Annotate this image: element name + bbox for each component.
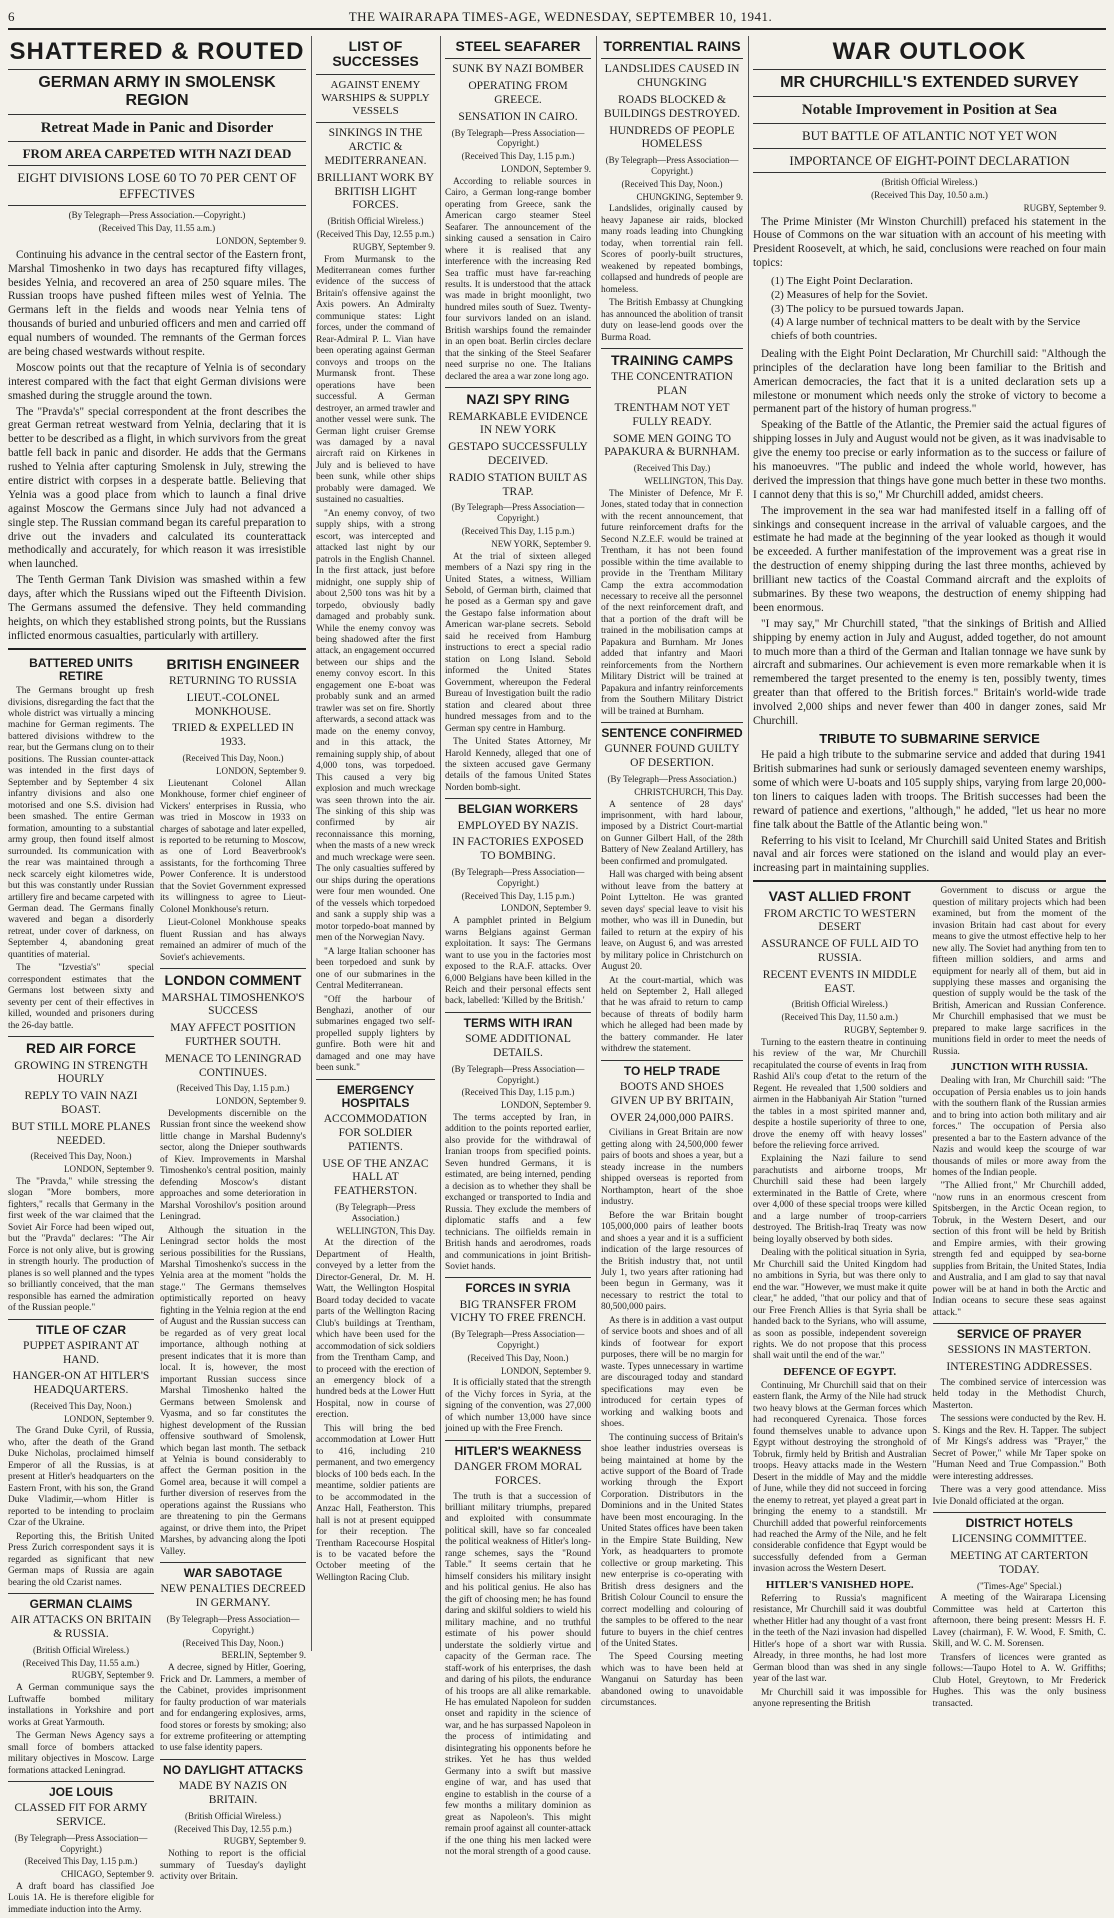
topic-list (771, 275, 1106, 344)
column-5 (753, 36, 1106, 1710)
dateline: LONDON, September 9. (501, 1365, 591, 1376)
paragraph: A draft board has classified Joe Louis 1A. He is therefore eligible for immediate induction into the Army. (8, 1881, 154, 1915)
headline: TO HELP TRADE (623, 1063, 721, 1078)
subhead: SOME MEN GOING TO PAPAKURA & BURNHAM. (604, 432, 740, 459)
subhead: BIG TRANSFER FROM VICHY TO FREE FRENCH. (450, 1298, 586, 1325)
subhead: AGAINST ENEMY WARSHIPS & SUPPLY VESSELS (321, 78, 430, 118)
dateline: LONDON, September 9. (216, 235, 306, 246)
headline: GERMAN CLAIMS (29, 1597, 133, 1612)
received-line: (Received This Day, 11.50 a.m.) (781, 1012, 898, 1023)
subhead: BUT STILL MORE PLANES NEEDED. (11, 1120, 151, 1147)
headline: VAST ALLIED FRONT (768, 888, 911, 905)
subhead: JUNCTION WITH RUSSIA. (950, 1061, 1088, 1074)
column-5-lower (753, 886, 1106, 1712)
column-4 (601, 36, 743, 1709)
paragraph: The Grand Duke Cyril, of Russia, who, after the death of the Grand Duke Nicholas, proclaimed himself Emperor of all the Russias, is at present at Hitler's headquarters on the Eastern Front, with his son, the Grand Duke Vladimir,—whom Hitler is reported to be intending to proclaim Czar of the Ukraine. (8, 1426, 154, 1529)
wire-line: (British Official Wireless.) (881, 177, 978, 188)
credit-line: (By Telegraph—Press Association—Copyright.) (451, 1063, 585, 1085)
column-rule (596, 36, 597, 1651)
headline: SHATTERED & ROUTED (9, 38, 305, 65)
subhead: MARSHAL TIMOSHENKO'S SUCCESS (161, 991, 305, 1018)
headline: TERMS WITH IRAN (463, 1015, 573, 1030)
column-5b (933, 886, 1107, 1712)
received-line: (Received This Day, 1.15 p.m.) (461, 1087, 575, 1098)
headline: BELGIAN WORKERS (458, 802, 578, 817)
received-line: (Received This Day, 1.15 p.m.) (176, 1083, 290, 1094)
headline: TORRENTIAL RAINS (603, 38, 741, 54)
subhead: HITLER'S VANISHED HOPE. (765, 1578, 914, 1591)
subhead: MENACE TO LENINGRAD CONTINUES. (164, 1052, 302, 1079)
list-item: (2) Measures of help for the Soviet. (771, 288, 928, 301)
subhead: THE CONCENTRATION PLAN (611, 371, 733, 398)
received-line: (Received This Day, 1.15 p.m.) (461, 525, 575, 536)
list-item: (4) A large number of technical matters to be dealt with by the Service chiefs of both countries. (771, 316, 1081, 343)
received-line: (Received This Day.) (633, 463, 711, 474)
paragraph: Speaking of the Battle of the Atlantic, the Premier said the actual figures of shipping losses in July and August would not be given, as it was inadvisable to give the enemy too precise or early information as to the success or failure of his manoeuvres. "The public and indeed the whole world, however, has derived the impression that things have gone much better in these two months. I cannot deny that this is so," Mr Churchill added, amidst cheers. (753, 419, 1106, 501)
headline: SERVICE OF PRAYER (956, 1327, 1082, 1342)
deck: FROM AREA CARPETED WITH NAZI DEAD (22, 145, 292, 161)
paragraph: Lieut-Colonel Monkhouse speaks fluent Russian and has always remained an admirer of much of the Soviet's achievements. (160, 918, 306, 963)
subhead: SUNK BY NAZI BOMBER (452, 63, 584, 76)
received-line: (Received This Day, 10.50 a.m.) (871, 189, 988, 200)
deck: GERMAN ARMY IN SMOLENSK REGION (38, 74, 276, 109)
paragraph: According to reliable sources in Cairo, a German long-range bomber operating from Greece, sank the American cargo steamer Steel Seafarer. The announcement of the sinking caused a sensation in Cairo where it is realised that any interference with the increasing Red Sea traffic must have far-reaching results. It is understood that the attack was made in bright moonlight, two hundred miles south of Suez. Twenty-four survivors landed on an island. British warships found the remainder in an open boat. Berlin circles declare that the sinking of the Steel Seafarer need surprise no one. The Italians declared the area a war zone long ago. (445, 176, 591, 382)
credit-line: (By Telegraph—Press Association—Copyright.) (14, 1832, 148, 1854)
subhead: PUPPET ASPIRANT AT HAND. (23, 1339, 139, 1366)
paragraph: The "Pravda's" special correspondent at the front describes the great German retreat westward from Yelnia, declaring that it is better to be described as a flight, in which survivors from the great battle fell back in panic and disorder. He adds that the Germans rushed to Yelnia after capturing Smolensk in July, strewing the entire district with corpses in a desperate battle. Believing that Yelnia was a good place from which to launch a final drive against Moscow the Germans since July had not advanced a single step. The Russian command began its careful preparation to drive out the invaders and calculated its counterattack methodically and accurately, for which reason it was irresistible when launched. (8, 405, 306, 571)
dateline: CHUNGKING, September 9. (636, 191, 743, 202)
paragraph: Explaining the Nazi failure to send parachutists and airborne troops, Mr Churchill said these had been largely exterminated in the Battle of Crete, where over 4,000 of these special troops were killed and a large number of troop-carriers destroyed. The British-Iraq Treaty was now being loyally observed by both sides. (753, 1154, 927, 1245)
subhead: BOOTS AND SHOES GIVEN UP BY BRITAIN, (610, 1081, 734, 1107)
deck: IMPORTANCE OF EIGHT-POINT DECLARATION (789, 152, 1070, 168)
paragraph: A German communique says the Luftwaffe bombed military installations in Yorkshire and port works at Great Yarmouth. (8, 1683, 154, 1728)
headline: WAR SABOTAGE (183, 1566, 283, 1581)
paragraph: Lieutenant Colonel Allan Monkhouse, former chief engineer of Vickers' enterprises in Russia, who was tried in Moscow in 1933 on charges of sabotage and later expelled, is reported to be returning to Moscow, as one of Lord Beaverbrook's assistants, for the forthcoming Three Power Conference. It is understood that the Soviet Government expressed its willingness to agree to Lieut-Colonel Monkhouse's return. (160, 778, 306, 915)
paragraph: Although the situation in the Leningrad sector holds the most serious possibilities for the Russians, Marshal Timoshenko's success in the Yelnia area at the moment "holds the stage." The Germans themselves optimistically reported on heavy fighting in the Yelnia region at the end of August and the Russian success can be regarded as of very great local importance, although nothing at present indicates that it is more than local. It is, however, the most important Russian success since Marshal Timoshenko halted the Germans between Smolensk and Vyasma, and so far constitutes the highest development of the Russian offensive southward of Smolensk, which began last month. The setback at Yelnia is bound considerably to affect the German position in the Gomel area, because it will compel a further diversion of reserves from the operations against the Russians who are threatening to pin the Germans against, or drive them into, the Pripet Marshes, by advancing along the Ipoti Valley. (160, 1225, 306, 1557)
paragraph: Moscow points out that the recapture of Yelnia is of secondary interest compared with the fact that eight German divisions were smashed during the struggle around the town. (8, 361, 306, 402)
credit-line: ("Times-Age" Special.) (976, 1580, 1062, 1591)
paragraph: The Germans brought up fresh divisions, disregarding the fact that the whole district was virtually a mincing machine for German regiments. The battered divisions withdrew to the rear, but the Germans clung on to their positions. The Russian counter-attack was intended in the first days of September and by September 4 six infantry divisions and also one motorised and one S.S. division had been smashed. The entire German formation, amounting to a substantial army group, then found itself almost surrounded. Its communication with the rear was maintained through a neck scarcely eight kilometres wide, but this was constantly under Russian artillery fire and became carpeted with German dead. The Germans finally wavered and began a disorderly retreat, under cover of darkness, on September 4, abandoning great quantities of material. (8, 686, 154, 960)
subhead: GROWING IN STRENGTH HOURLY (14, 1059, 148, 1086)
subhead: USE OF THE ANZAC HALL AT FEATHERSTON. (322, 1157, 429, 1198)
column-5a (753, 886, 927, 1712)
column-3 (445, 36, 591, 1858)
subhead: IN FACTORIES EXPOSED TO BOMBING. (452, 836, 584, 863)
wire-line: (British Official Wireless.) (791, 999, 888, 1010)
headline: NO DAYLIGHT ATTACKS (163, 1762, 303, 1777)
paragraph: The Tenth German Tank Division was smashed within a few days, after which the Russians wiped out the Fifteenth Division. The Germans assumed the defensive. They held commanding heights, on which they established strong points, but the Russians inflicted enormous casualties, particularly with artillery. (8, 574, 306, 642)
credit-line: (By Telegraph—Press Association.—Copyright.) (68, 210, 246, 221)
dateline: CHRISTCHURCH, This Day. (634, 786, 743, 797)
dateline: WELLINGTON, This Day. (644, 475, 743, 486)
subhead: GESTAPO SUCCESSFULLY DECEIVED. (448, 441, 588, 467)
paragraph: The improvement in the sea war had manifested itself in a falling off of sinkings and consequent increase in the arrival of valuable cargoes, and the estimate he had made at the beginning of the year looked as though it would be exceeded. A further manifestation of the improvement was a great rise in the destruction of enemy shipping during the last three months, achieved by brilliant new tactics of the Coastal Command aircraft and the exploits of submarines. By these two weapons, the destruction of enemy shipping had been enormous. (753, 504, 1106, 614)
column-2 (316, 36, 435, 1651)
paragraph: At the court-martial, which was held on September 2, Hall alleged that he was afraid to return to camp because of threats of bodily harm which he alleged had been made by the battery commander. He later withdrew the statement. (601, 975, 743, 1055)
subhead: REMARKABLE EVIDENCE IN NEW YORK (448, 410, 588, 437)
paragraph: "Off the harbour of Benghazi, another of our submarines engaged two self-propelled supply lighters by gunfire. Both were hit and damaged and one may have been sunk." (316, 994, 435, 1074)
received-line: (Received This Day, Noon.) (182, 1637, 284, 1648)
paragraph: The Prime Minister (Mr Winston Churchill) prefaced his statement in the House of Commons on the war situation with an account of his meeting with President Roosevelt, at which, he said, conclusions were reached on four main topics: (753, 215, 1106, 270)
headline: BRITISH ENGINEER (166, 655, 300, 672)
subhead: ACCOMMODATION FOR SOLDIER PATIENTS. (323, 1113, 428, 1153)
subhead: RADIO STATION BUILT AS TRAP. (448, 471, 588, 498)
article-shattered-routed (8, 39, 306, 644)
dateline: LONDON, September 9. (216, 1096, 306, 1107)
received-line: (Received This Day, Noon.) (30, 1400, 132, 1411)
column-1 (8, 36, 306, 1915)
subhead: EMPLOYED BY NAZIS. (457, 819, 579, 832)
subhead: TRENTHAM NOT YET FULLY READY. (614, 401, 730, 428)
received-line: (Received This Day, Noon.) (467, 1352, 569, 1363)
paragraph: At the trial of sixteen alleged members of a Nazi spy ring in the United States, a witness, William Sebold, of German birth, claimed that he posed as a German spy and gave the Gestapo false information about American war-plane secrets. Sebold said he received from Hamburg instructions to erect a special radio station on Long Island. Sebold informed the United States Government, whereupon the Federal Bureau of Investigation built the radio station and cleared about three hundred messages from and to the German spy centre in Hamburg. (445, 551, 591, 734)
paragraph: This will bring the bed accommodation at Lower Hutt to 416, including 210 permanent, and two emergency blocks of 100 beds each. In the meantime, soldier patients are to be accommodated in the Anzac Hall, Featherston. This hall is not at present equipped for their reception. The Trentham Racecourse Hospital is to be vacated before the October meeting of the Wellington Racing Club. (316, 1423, 435, 1583)
paragraph: "I may say," Mr Churchill stated, "that the sinkings of British and Allied shipping by enemy action in July and August, added together, do not amount to much more than a third of the German and Italian tonnage we have sunk by aircraft and submarines. Our achievement is even more remarkable when it is remembered the target presented to the enemy is ten, possibly twenty, times greater than that offered to the British forces." Britain's world-wide trade involved 2,000 ships and never fewer than 400 in danger zones, said Mr Churchill. (753, 617, 1106, 728)
subhead: DEFENCE OF EGYPT. (783, 1365, 897, 1378)
subhead: ROADS BLOCKED & BUILDINGS DESTROYED. (603, 93, 741, 120)
dateline: BERLIN, September 9. (221, 1650, 306, 1661)
paragraph: The continuing success of Britain's shoe leather industries overseas is being maintained at home by the active support of the Board of Trade working through the Export Corporation. Distributors in the Dominions and in the United States have been most encouraging. In the United States offices have been taken in the Empire State Building, New York, as headquarters to promote collective or group marketing. This new enterprise is co-operating with British dress designers and the British Colour Council to ensure the correct modelling and colouring of the samples to be offered to the near future to buyers in the chief centres of the United States. (601, 1432, 743, 1650)
credit-line: (By Telegraph—Press Association—Copyright.) (451, 1329, 585, 1351)
paragraph: The terms accepted by Iran, in addition to the points reported earlier, also provide for the withdrawal of Iranian troops from specified points. Seven hundred Germans, it is estimated, are being interned, pending a decision as to whether they shall be exchanged or transported to India and Russia. They exclude the members of diplomatic staffs and a few technicians. The oilfields remain in British hands and aerodromes, roads and communications in joint British-Soviet hands. (445, 1112, 591, 1272)
paragraph: Nothing to report is the official summary of Tuesday's daylight activity over Britain. (160, 1849, 306, 1883)
credit-line: (By Telegraph—Press Association.) (335, 1201, 416, 1223)
paragraph: A sentence of 28 days' imprisonment, with hard labour, imposed by a District Court-martial on Gunner Gilbert Hall, of the 28th Battery of New Zealand Artillery, has been confirmed and promulgated. (601, 799, 743, 867)
headline: RED AIR FORCE (26, 1040, 136, 1057)
received-line: (Received This Day, Noon.) (30, 1151, 132, 1162)
paragraph: Continuing, Mr Churchill said that on their eastern flank, the Army of the Nile had struck two heavy blows at the German forces which had reconquered Cyrenaica. Those forces found themselves unable to advance upon Egypt without destroying the stronghold of Tobruk, firmly held by British and Australian troops. Heavy attacks made in the Western Desert in the middle of May and the middle of June, while they did not succeed in forcing the enemy to retreat, yet played a great part in bringing the enemy to a standstill. Mr Churchill added that powerful reinforcements had reached the Army of the Nile, and he felt considerable confidence that Egypt would be successfully defended from a German invasion across the Western Desert. (753, 1380, 927, 1575)
received-line: (Received This Day, 1.15 p.m.) (461, 890, 575, 901)
subhead: FROM ARCTIC TO WESTERN DESERT (763, 907, 916, 934)
headline: NAZI SPY RING (466, 391, 570, 408)
deck: Notable Improvement in Position at Sea (801, 101, 1058, 118)
subhead: LIEUT.-COLONEL MONKHOUSE. (186, 691, 280, 718)
wire-line: (British Official Wireless.) (184, 1810, 282, 1821)
paragraph: The "Izvestia's" special correspondent estimates that the Germans lost between sixty and seventy per cent of their effectives in killed, wounded and prisoners during the 26-day battle. (8, 963, 154, 1031)
paragraph: Landslides, originally caused by heavy Japanese air raids, blocked many roads leading into Chungking today, when torrential rain fell. Scores of poorly-built structures, weakened by repeated bombings, collapsed and hundreds of people are homeless. (601, 204, 743, 295)
article-war-outlook (753, 39, 1106, 876)
paragraph: "The Allied front," Mr Churchill added, "now runs in an enormous crescent from Spitsbergen, in the Arctic Ocean region, to Tobruk, in the Western Desert, and our section of this front will be held by British and Empire armies, with their growing strength fed and equipped by sea-borne supplies from Britain, the United States, India and Australia, and I am glad to say that naval power will be at hand in both the Arctic and Indian oceans to secure these seas against attack." (932, 1181, 1106, 1318)
received-line: (Received This Day, Noon.) (182, 753, 284, 764)
dateline: NEW YORK, September 9. (491, 538, 591, 549)
page-number: 6 (8, 9, 15, 24)
dateline: RUGBY, September 9. (71, 1670, 154, 1681)
deck: EIGHT DIVISIONS LOSE 60 TO 70 PER CENT OF EFFECTIVES (17, 170, 297, 201)
subhead: MEETING AT CARTERTON TODAY. (950, 1550, 1089, 1576)
subhead: CLASSED FIT FOR ARMY SERVICE. (14, 1802, 148, 1828)
credit-line: (By Telegraph—Press Association—Copyright.) (166, 1613, 300, 1635)
headline: TRIBUTE TO SUBMARINE SERVICE (819, 730, 1040, 746)
paragraph: "An enemy convoy, of two supply ships, with a strong escort, was intercepted and attacked last night by our patrols in the English Channel. In the first attack, just before midnight, one supply ship of about 2,500 tons was hit by a torpedo, obviously badly damaged and probably sunk. While the enemy convoy was being shadowed after the first attack, an engagement occurred between our ships and the enemy convoy escort. In this engagement one E-boat was probably sunk and an armed trawler was set on fire. Shortly afterwards, a second attack was made on the enemy convoy, and in this attack, the remaining supply ship, of about 4,000 tons, was torpedoed. This caused a very big explosion and much wreckage was seen thrown into the air. The sinking of this ship was confirmed by air reconnaissance this morning, when the masts of a new wreck and much wreckage were seen. The only casualties suffered by our ships during the operations were four men wounded. One of the vessels which torpedoed and sank a supply ship was a motor torpedo-boat manned by men of the Norwegian Navy. (316, 508, 435, 944)
subhead: RETURNING TO RUSSIA (168, 675, 297, 688)
dateline: WELLINGTON, This Day. (336, 1225, 435, 1236)
column-rule (440, 36, 441, 1651)
subhead: AIR ATTACKS ON BRITAIN & RUSSIA. (10, 1614, 152, 1641)
dateline: RUGBY, September 9. (352, 241, 435, 252)
deck: BUT BATTLE OF ATLANTIC NOT YET WON (802, 127, 1057, 143)
column-1a (8, 654, 154, 1918)
paragraph: The truth is that a succession of brilliant military triumphs, prepared and exploited with consummate political skill, have so far concealed the political weakness of Hitler's long-range schemes, says the "Round Table." It seems certain that he himself considers his military insight and his political genius. He also has the gift of choosing men; he has found daring and skilful soldiers to wield his military machine, and no truthful estimate of his power should understate the soldierly virtue and capacity of the German race. The staff-work of his enterprises, the dash and daring of his pilots, the endurance of his troops are all alike remarkable. He has emulated Napoleon for sudden onset and rapidity in the science of war, and he has surpassed Napoleon in the process of intimidating and disintegrating his opponents before he strikes. Yet he has thus welded Germany into a swift but massive engine of war, and has used that engine to establish in the course of a few months a military dominion as great as Napoleon's. This might remain proof against all counter-attack if the one thing his men lacked were not the moral strength of a good cause. (445, 1491, 591, 1858)
paragraph: The United States Attorney, Mr Harold Kennedy, alleged that one of the sixteen accused gave Germany details of the famous United States Norden bomb-sight. (445, 737, 591, 793)
paragraph: The Speed Coursing meeting which was to have been held at Wanganui on Saturday has been abandoned owing to unavoidable circumstances. (601, 1652, 743, 1709)
subhead: GUNNER FOUND GUILTY OF DESERTION. (604, 743, 740, 770)
subhead: RECENT EVENTS IN MIDDLE EAST. (762, 968, 917, 995)
subhead: LANDSLIDES CAUSED IN CHUNGKING (604, 63, 740, 90)
paragraph: Dealing with the political situation in Syria, Mr Churchill said the United Kingdom had no ambitions in Syria, but was there only to end the war. "However, we must make it quite clear," he added, "that our policy and that of our Free French Allies is that Syria shall be handed back to the Syrians, who will assume, as soon as possible, independent sovereign rights. We do not propose that this process shall wait until the end of the war." (753, 1248, 927, 1362)
headline: HITLER'S WEAKNESS (454, 1443, 582, 1458)
subhead: HUNDREDS OF PEOPLE HOMELESS (609, 124, 735, 151)
column-rule (748, 36, 749, 1651)
list-item: (3) The policy to be pursued towards Japan. (771, 302, 964, 315)
paragraph: Mr Churchill said it was impossible for anyone representing the British (753, 1687, 927, 1710)
headline: SENTENCE CONFIRMED (601, 726, 743, 741)
subhead: DANGER FROM MORAL FORCES. (454, 1460, 582, 1487)
paragraph: The combined service of intercession was held today in the Methodist Church, Masterton. (932, 1377, 1106, 1411)
received-line: (Received This Day, Noon.) (621, 178, 723, 189)
paragraph: The sessions were conducted by the Rev. H. S. Kings and the Rev. H. Tapper. The subject of Mr Kings's address was "Prayer," the Secret of Power," while Mr Taper spoke on "Human Need and True Compassion." Both were interesting addresses. (932, 1414, 1106, 1482)
headline: TITLE OF CZAR (36, 1322, 126, 1337)
paragraph: Dealing with the Eight Point Declaration, Mr Churchill said: "Although the principles of the declaration have long been familiar to the British and American democracies, the fact that it is a united declaration sets up a milestone or monument which needs only the stroke of victory to become a permanent part of the history of human progress." (753, 347, 1106, 416)
subhead: MADE BY NAZIS ON BRITAIN. (178, 1780, 288, 1806)
column-rule (311, 36, 312, 1651)
credit-line: (By Telegraph—Press Association—Copyright.) (451, 502, 585, 524)
paragraph: Dealing with Iran, Mr Churchill said: "The occupation of Persia enables us to join hands with the southern flank of the Russian armies and to bring into action both military and air forces." The occupation of Persia also presented a bar to the Eastern advance of the Nazis and would keep the scourge of war thousands of miles or more away from the homes of the Indian people. (932, 1076, 1106, 1179)
subhead: LICENSING COMMITTEE. (951, 1533, 1087, 1546)
paragraph: He paid a high tribute to the submarine service and added that during 1941 British submarines had sunk or seriously damaged seventeen enemy warships, some of which were U-boats and 105 supply ships, varying from large 20,000-ton liners to caiques laden with troops. The British successes had been the reward of patience and exertions, "although," he added, "let us hear no more fine talk about the Battle of the Atlantic being won." (753, 749, 1106, 831)
headline: TRAINING CAMPS (610, 351, 734, 368)
subhead: SOME ADDITIONAL DETAILS. (465, 1033, 571, 1059)
received-line: (Received This Day, 11.55 a.m.) (22, 1657, 140, 1668)
credit-line: (By Telegraph—Press Association—Copyright.) (451, 127, 585, 149)
dateline: LONDON, September 9. (64, 1413, 154, 1424)
subhead: MAY AFFECT POSITION FURTHER SOUTH. (170, 1022, 296, 1048)
paragraph: Referring to Russia's magnificent resistance, Mr Churchill said it was doubtful whether Hitler had any thought of a vast front in the teeth of the Nazi invasion had dispelled Hitler's hope of a short war with Russia. Already, in three months, he had lost more German blood than was shed in any single year of the last war. (753, 1593, 927, 1685)
paragraph: Developments discernible on the Russian front since the weekend show little change in Marshal Budenny's sector, along the Dnieper southwards of Kiev. Improvements in Marshal Timoshenko's central position, mainly defending Moscow's distant approaches and some deterioration in Marshal Voroshilov's position around Leningrad. (160, 1108, 306, 1223)
masthead (8, 6, 1106, 30)
paragraph: Turning to the eastern theatre in continuing his review of the war, Mr Churchill recapitulated the course of events in Iraq from Rashid Ali's coup d'etat to the return of the Regent. He revealed that 1,500 soldiers and airmen in the Habbaniyah Air Station "turned the tables in a most spirited manner and, despite a hostile superiority of three to one, drove the enemy off with heavy losses" before the relieving force arrived. (753, 1037, 927, 1152)
headline: STEEL SEAFARER (455, 38, 581, 54)
received-line: (Received This Day, 12.55 p.m.) (174, 1823, 292, 1834)
paragraph: As there is in addition a vast output of service boots and shoes and of all kinds of footwear for export purposes, there will be no margin for waste. Types unnecessary in wartime are discouraged today and standard specifications may even be introduced for certain types of working and walking boots and shoes. (601, 1315, 743, 1430)
wire-line: (British Official Wireless.) (32, 1644, 130, 1655)
headline: BATTERED UNITS RETIRE (29, 655, 133, 683)
paragraph: A pamphlet printed in Belgium warns Belgians against German exploitation. It says: The Germans want to use you in the factories most exposed to the R.A.F. attacks. Over 6,000 Belgians have been killed in the Reich and their personal effects sent back, labelled: 'Killed by the British.' (445, 916, 591, 1007)
subhead: REPLY TO VAIN NAZI BOAST. (24, 1090, 138, 1116)
deck: Retreat Made in Panic and Disorder (40, 119, 274, 136)
paragraph: At the direction of the Department of Health, conveyed by a letter from the Director-General, Dr. M. H. Watt, the Wellington Hospital Board today decided to vacate parts of the Wellington Racing Club's buildings at Trentham, which have been used for the accommodation of sick soldiers from the Trentham Camp, and to proceed with the erection of an emergency block of a hundred beds at the Lower Hutt Hospital, now in course of erection. (316, 1238, 435, 1421)
subhead: OVER 24,000,000 PAIRS. (610, 1111, 734, 1124)
paragraph: Transfers of licences were granted as follows:—Taupo Hotel to A. W. Griffiths; Club Hotel, Greytown, to Mr Frederick Hughes. This was the only business transacted. (932, 1652, 1106, 1709)
subhead: HANGER-ON AT HITLER'S HEADQUARTERS. (12, 1370, 150, 1397)
deck: MR CHURCHILL'S EXTENDED SURVEY (780, 74, 1079, 92)
dateline: LONDON, September 9. (216, 765, 306, 776)
headline: DISTRICT HOTELS (965, 1516, 1073, 1531)
headline: LIST OF SUCCESSES (332, 38, 419, 70)
paragraph: Before the war Britain bought 105,000,000 pairs of leather boots and shoes a year and it is a sufficient indication of the large resources of the British industry that, not until July 1, two years after rationing had been begun in Germany, was it necessary to restrict the total to 80,500,000 pairs. (601, 1210, 743, 1313)
headline: FORCES IN SYRIA (465, 1281, 571, 1296)
paragraph: Government to discuss or argue the question of military projects which had been examined, but from the moment of the invasion Britain had cast about for every means to give the utmost effective help to her new ally. The Soviet had anything from ten to fifteen million soldiers, and arms and equipment for nearly all of them, but aid in supplying these masses and organising the question of supply would be the task of the British, American and Russian Conference. Mr Churchill emphasised that we must be prepared to make large sacrifices in the munitions field in order to meet the needs of Russia. (932, 886, 1106, 1057)
dateline: RUGBY, September 9. (844, 1025, 927, 1035)
received-line: (Received This Day, 1.15 p.m.) (461, 151, 575, 162)
paragraph: Continuing his advance in the central sector of the Eastern front, Marshal Timoshenko in two days has recaptured fifty villages, besides Yelnia, and recovered an area of 250 square miles. The Russian troops have pushed fifteen miles west of Yelnia. The Germans left in the fields and woods near Yelnia tens of thousands of buried and unburied officers and men and carried off equal numbers of wounded. The remnants of the German forces are being chased westwards without respite. (8, 248, 306, 358)
paragraph: Reporting this, the British United Press Zurich correspondent says it is regarded as significant that new German maps of Russia are again bearing the old Czarist names. (8, 1531, 154, 1588)
paragraph: Hall was charged with being absent without leave from the battery at Point Lyttelton. He was granted seven days' special leave to visit his mother, who was ill in Dunedin, but failed to return at the expiry of his leave, on August 6, and was arrested by military police in Christchurch on August 20. (601, 870, 743, 973)
wire-line: (British Official Wireless.) (327, 216, 424, 227)
masthead-title: THE WAIRARAPA TIMES-AGE, WEDNESDAY, SEPTEMBER 10, 1941. (348, 9, 773, 24)
dateline: LONDON, September 9. (501, 163, 591, 174)
headline: EMERGENCY HOSPITALS (336, 1082, 415, 1110)
subhead: BRILLIANT WORK BY BRITISH LIGHT FORCES. (316, 171, 435, 212)
credit-line: (By Telegraph—Press Association.) (607, 773, 737, 784)
paragraph: The "Pravda," while stressing the slogan "More bombers, more fighters," recalls that Germany in the first week of the war claimed that the Soviet Air Force had been wiped out, but the "Pravda" declares: "The Air Force is not only alive, but is growing in strength hourly. The production of planes is so well planned and the types so brilliantly conceived, that the man responsible has earned the admiration of the Russian people." (8, 1176, 154, 1314)
subhead: INTERESTING ADDRESSES. (946, 1361, 1093, 1374)
received-line: (Received This Day, 11.55 a.m.) (98, 223, 216, 234)
paragraph: "A large Italian schooner has been torpedoed and sunk by one of our submarines in the Central Mediterranean. (316, 946, 435, 992)
received-line: (Received This Day, 12.55 p.m.) (316, 228, 435, 239)
dateline: CHICAGO, September 9. (61, 1869, 154, 1880)
paragraph: The British Embassy at Chungking has announced the abolition of transit duty on lease-lend goods over the Burma Road. (601, 298, 743, 343)
column-1-lower (8, 654, 306, 1918)
paragraph: The Minister of Defence, Mr F. Jones, stated today that in connection with the recent announcement, that future reinforcement drafts for the Second N.Z.E.F. would be trained at Trentham, it has not been found possible within the time available to provide in the Trentham Military Camp the extra accommodation necessary to receive all the personnel of the next reinforcement draft, and that a portion of the draft will be trained in the mobilisation camps at Papakura and Burnham. Mr Jones added that infantry and Maori reinforcements from the Northern Military District will be trained at Papakura and infantry reinforcements from the Southern Military District will be trained at Burnham. (601, 488, 743, 717)
dateline: RUGBY, September 9. (223, 1836, 306, 1847)
subhead: TRIED & EXPELLED IN 1933. (172, 722, 294, 749)
subhead: SINKINGS IN THE ARCTIC & MEDITERRANEAN. (324, 127, 427, 167)
subhead: ASSURANCE OF FULL AID TO RUSSIA. (760, 938, 919, 965)
paragraph: It is officially stated that the strength of the Vichy forces in Syria, at the signing of the convention, was 27,000 of which number 13,000 have since joined up with the Free French. (445, 1378, 591, 1435)
received-line: (Received This Day, 1.15 p.m.) (24, 1856, 138, 1867)
subhead: SESSIONS IN MASTERTON. (947, 1344, 1091, 1357)
dateline: LONDON, September 9. (64, 1164, 154, 1175)
headline: LONDON COMMENT (164, 972, 302, 989)
paragraph: Civilians in Great Britain are now getting along with 24,500,000 fewer pairs of boots and shoes a year, but a steady increase in the numbers shipped overseas is reported from Northampton, heart of the shoe industry. (601, 1128, 743, 1208)
paragraph: A decree, signed by Hitler, Goering, Frick and Dr. Lammers, a member of the Cabinet, provides imprisonment for faulty production of war materials and for endangering explosives, arms, food stores or forests by smoking; also for extreme profiteering or attempting to use false identity papers. (160, 1663, 306, 1754)
credit-line: (By Telegraph—Press Association—Copyright.) (605, 155, 739, 176)
subhead: OPERATING FROM GREECE. (468, 80, 568, 106)
dateline: LONDON, September 9. (501, 1100, 591, 1111)
list-item: (1) The Eight Point Declaration. (771, 275, 913, 288)
paragraph: Referring to his visit to Iceland, Mr Churchill said United States and British naval and air forces were stationed on the island and would play an ever-increasing part in maintaining supplies. (753, 834, 1106, 875)
dateline: LONDON, September 9. (501, 903, 591, 914)
paragraph: A meeting of the Wairarapa Licensing Committee was held at Carterton this afternoon, there being present: Messrs H. F. Lavey (chairman), F. W. Wood, F. Smith, C. Skill, and W. C. M. Sorensen. (932, 1593, 1106, 1650)
dateline: RUGBY, September 9. (1023, 202, 1106, 213)
subhead: NEW PENALTIES DECREED IN GERMANY. (160, 1583, 306, 1610)
headline: WAR OUTLOOK (832, 38, 1027, 65)
paragraph: The German News Agency says a small force of bombers attacked military objectives in Moscow. Large formations attacked Leningrad. (8, 1731, 154, 1776)
paragraph: There was a very good attendance. Miss Ivie Donald officiated at the organ. (932, 1485, 1106, 1507)
column-1b (160, 654, 306, 1918)
credit-line: (By Telegraph—Press Association—Copyright.) (451, 866, 585, 888)
subhead: SENSATION IN CAIRO. (458, 110, 578, 123)
paragraph: From Murmansk to the Mediterranean comes further evidence of the success of Britain's offensive against the Axis powers. An Admiralty communique states: Light forces, under the command of Rear-Admiral P. L. Vian have been operating against German convoys and troops on the Murmansk front. These operations have been successful. A German destroyer, an armed trawler and another vessel were sunk. The German light cruiser Gremse was damaged by a naval aircraft raid on Kirkenes in July and is believed to have been sunk, while other ships probably were damaged. We sustained no casualties. (316, 254, 435, 506)
headline: JOE LOUIS (48, 1784, 113, 1799)
